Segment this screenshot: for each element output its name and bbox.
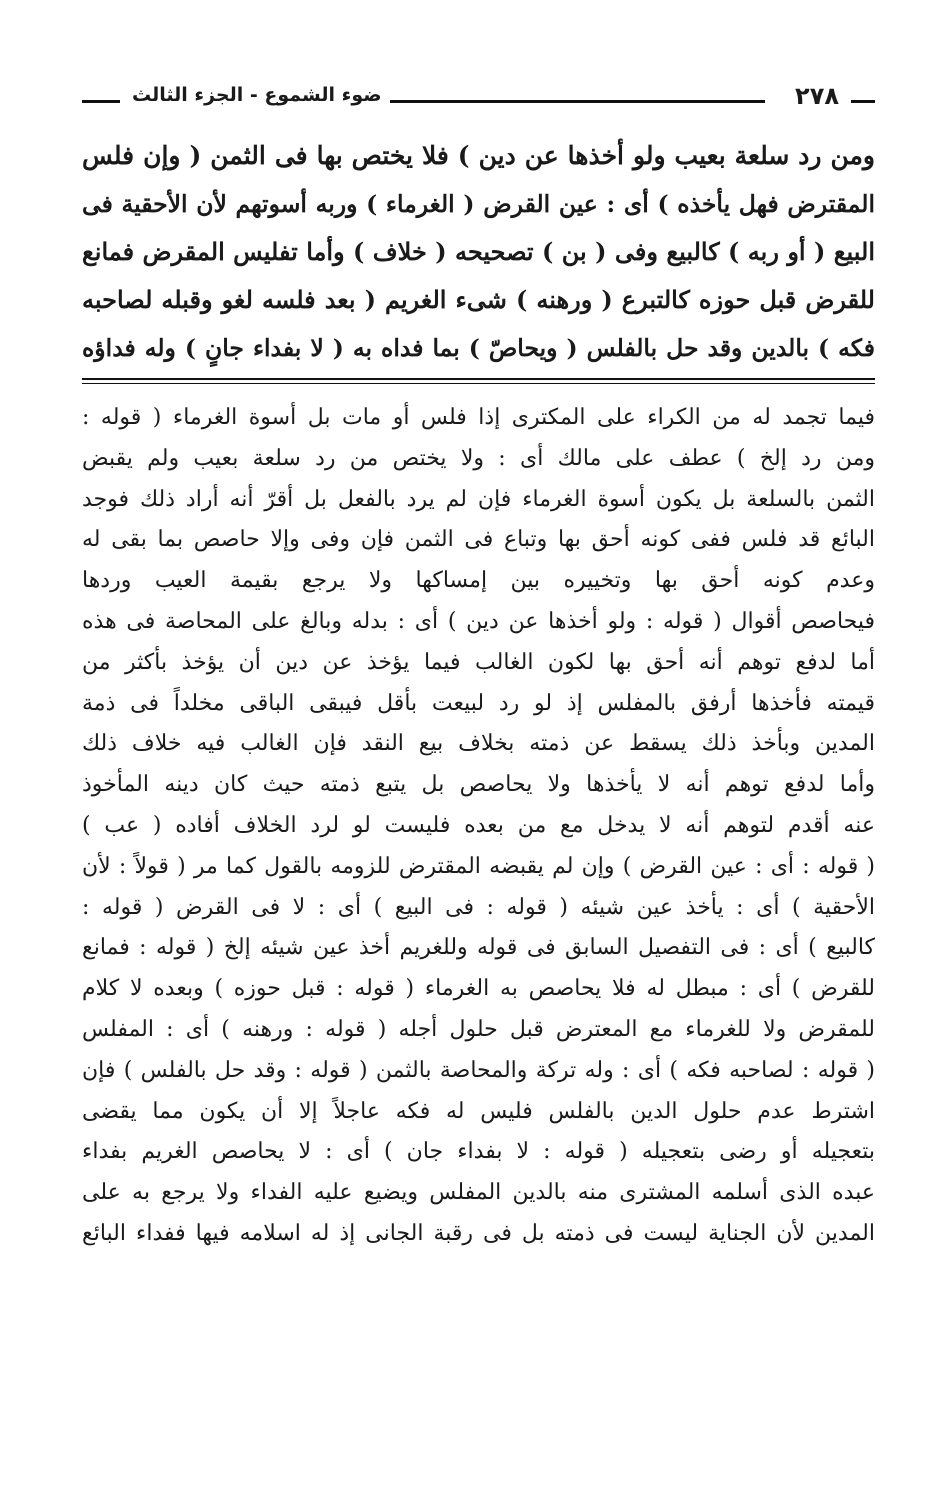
matn-line: فكه ) بالدين وقد حل بالفلس ( ويحاصّ ) بما فداه به ( لا بفداء جانٍ ) وله فداؤه xyxy=(82,334,875,362)
commentary-line: ومن رد إلخ ) عطف على مالك أى : ولا يختص من رد سلعة بعيب ولم يقبض xyxy=(82,445,875,471)
matn-line: ومن رد سلعة بعيب ولو أخذها عن دين ) فلا يختص بها فى الثمن ( وإن فلس xyxy=(82,141,875,170)
commentary-line: المدين وبأخذ ذلك يسقط عن ذمته بخلاف بيع النقد فإن الغالب فيه خلاف ذلك xyxy=(82,731,875,757)
page-number: ٢٧٨ xyxy=(787,82,847,110)
matn-text xyxy=(82,132,875,372)
matn-line: المقترض فهل يأخذه ) أى : عين القرض ( الغرماء ) وربه أسوتهم لأن الأحقية فى xyxy=(82,190,875,218)
commentary-line: أما لدفع توهم أنه أحق بها لكون الغالب فيما يؤخذ عن دين أن يؤخذ بأكثر من xyxy=(82,649,875,675)
running-title: ضوء الشموع - الجزء الثالث xyxy=(124,84,390,106)
commentary-line: بتعجيله أو رضى بتعجيله ( قوله : لا بفداء جان ) أى : لا يحاصص الغريم بفداء xyxy=(82,1139,875,1165)
commentary-line: عنه أقدم لتوهم أنه لا يدخل مع من بعده فليست لو لرد الخلاف أفاده ( عب ) xyxy=(82,812,875,838)
commentary-line: الأحقية ) أى : يأخذ عين شيئه ( قوله : فى البيع ) أى : لا فى القرض ( قوله : xyxy=(82,894,875,920)
commentary-line: للقرض ) أى : مبطل له فلا يحاصص به الغرماء ( قوله : قبل حوزه ) وبعده لا كلام xyxy=(82,976,875,1002)
matn-line: للقرض قبل حوزه كالتبرع ( ورهنه ) شىء الغريم ( بعد فلسه لغو وقبله لصاحبه xyxy=(82,285,875,314)
commentary-line: كالبيع ) أى : فى التفصيل السابق فى قوله وللغريم أخذ عين شيئه إلخ ( قوله : فمانع xyxy=(82,935,875,961)
commentary-line: وعدم كونه أحق بها وتخييره بين إمساكها ولا يرجع بقيمة العيب وردها xyxy=(82,568,875,594)
divider-thin xyxy=(82,383,875,384)
matn-line: البيع ( أو ربه ) كالبيع وفى ( بن ) تصحيحه ( خلاف ) وأما تفليس المقرض فمانع xyxy=(82,237,875,266)
commentary-line: فيحاصص أقوال ( قوله : ولو أخذها عن دين ) أى : بدله وبالغ على المحاصة فى هذه xyxy=(82,608,875,634)
commentary-line: اشترط عدم حلول الدين بالفلس فليس له فكه عاجلاً إلا أن يكون مما يقضى xyxy=(82,1098,875,1124)
commentary-line: فيما تجمد له من الكراء على المكترى إذا فلس أو مات بل أسوة الغرماء ( قوله : xyxy=(82,405,875,430)
header-rule-left xyxy=(82,100,120,103)
commentary-line: عبده الذى أسلمه المشترى منه بالدين المفلس ويضيع عليه الفداء ولا يرجع به على xyxy=(82,1180,875,1206)
commentary-line: المدين لأن الجناية ليست فى ذمته بل فى رقبة الجانى إذ له اسلامه فيها ففداء البائع xyxy=(82,1220,875,1246)
commentary-line: ( قوله : أى : عين القرض ) وإن لم يقبضه المقترض للزومه بالقول كما مر ( قولاً : لأن xyxy=(82,853,875,879)
page xyxy=(82,72,875,1255)
commentary-line: ( قوله : لصاحبه فكه ) أى : وله تركة والمحاصة بالثمن ( قوله : وقد حل بالفلس ) فإن xyxy=(82,1057,875,1083)
divider-thick xyxy=(82,378,875,380)
running-header xyxy=(82,72,875,118)
commentary-line: البائع قد فلس ففى كونه أحق بها وتباع فى الثمن فإن وفى وإلا حاصص بما بقى له xyxy=(82,527,875,553)
commentary-line: الثمن بالسلعة بل يكون أسوة الغرماء فإن لم يرد بالفعل بل أقرّ أنه أراد ذلك فوجد xyxy=(82,486,875,512)
commentary-line: وأما لدفع توهم أنه لا يأخذها ولا يحاصص بل يتبع ذمته حيث كان دينه المأخوذ xyxy=(82,772,875,798)
commentary-line: قيمته فأخذها أرفق بالمفلس إذ لو رد لبيعت بأقل فيبقى الباقى مخلداً فى ذمة xyxy=(82,690,875,716)
header-rule-right xyxy=(851,100,875,103)
commentary-line: للمقرض ولا للغرماء مع المعترض قبل حلول أجله ( قوله : ورهنه ) أى : المفلس xyxy=(82,1016,875,1042)
commentary-text xyxy=(82,398,875,1255)
